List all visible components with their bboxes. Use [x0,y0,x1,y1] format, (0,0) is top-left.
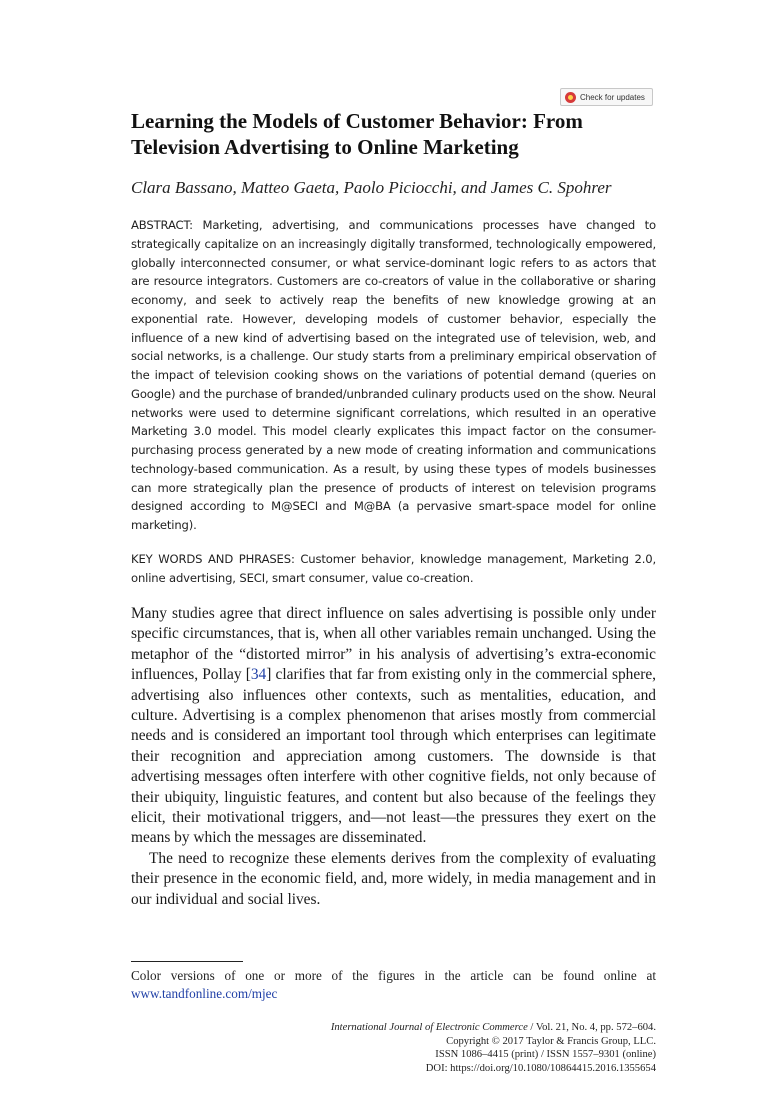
footnote-link[interactable]: www.tandfonline.com/mjec [131,986,278,1001]
check-updates-icon [565,92,576,103]
citation-link[interactable]: 34 [250,666,267,684]
journal-name: International Journal of Electronic Commerce [330,1022,528,1033]
body-paragraph-1-text-b: ] clarifies that far from existing only in the commercial sphere, advertising also influences other contexts, such as mentalities, education, and culture. Advertising is a complex phenomenon that arises mostly from commercial needs and is considered an important tool through which enterprises can legitimate their recognition and appreciation among customers. The downside is that advertising messages often interfere with other cognitive fields, not only because of their ubiquity, linguistic features, and content but also because of the feelings they elicit, their motivational triggers, and—not least—the pressures they exert on the means by which the messages are disseminated. [131,666,657,847]
body-text [131,604,656,910]
body-paragraph-2: The need to recognize these elements derives from the complexity of evaluating their presence in the economic field, and, more widely, in media management and in our individual and social lives. [131,849,656,908]
footnote-divider [131,961,243,962]
abstract: ABSTRACT: Marketing, advertising, and communications processes have changed to strategically capitalize on an increasingly digitally transformed, technologically empowered, globally interconnected consumer, or what service-dominant logic refers to as actors that are resource integrators. Customers are co-creators of value in the collaborative or sharing economy, and seek to actively reap the benefits of new knowledge growing at an exponential rate. However, developing models of customer behavior, especially the influence of a new kind of advertising based on the integrated use of television, web, and social networks, is a challenge. Our study starts from a preliminary empirical observation of the impact of television cooking shows on the variations of potential demand (queries on Google) and the purchase of branded/unbranded culinary products used on the show. Neural networks were used to determine significant correlations, which resulted in an operative Marketing 3.0 model. This model clearly explicates this impact factor on the consumer-purchasing process generated by a new mode of creating information and communications technology-based communication. As a result, by using these types of models businesses can more strategically plan the presence of products of interest on television programs designed according to M@SECI and M@BA (a pervasive smart-space model for online marketing). [131,218,656,532]
footnote-text: Color versions of one or more of the figures in the article can be found online at [131,968,656,983]
keywords: KEY WORDS AND PHRASES: Customer behavior, knowledge management, Marketing 2.0, online advertising, SECI, smart consumer, value co-creation. [131,552,656,585]
copyright-line: Copyright © 2017 Taylor & Francis Group, LLC. [446,1035,656,1047]
article-authors: Clara Bassano, Matteo Gaeta, Paolo Piciocchi, and James C. Spohrer [131,178,612,197]
footnote [131,967,656,1003]
journal-info [131,1021,656,1075]
article-title: Learning the Models of Customer Behavior: From Television Advertising to Online Marketing [131,109,583,159]
check-for-updates-label: Check for updates [580,92,645,102]
body-paragraph-1-text-a: Many studies agree that direct influence on sales advertising is possible only under specific circumstances, that is, when all other variables remain unchanged. Using the metaphor of the “distorted mirror” in his analysis of advertising’s extra-economic influences, Pollay [ [131,605,656,684]
issn-line: ISSN 1086–4415 (print) / ISSN 1557–9301 (online) [435,1049,656,1060]
journal-volume-pages: / Vol. 21, No. 4, pp. 572–604. [527,1022,656,1033]
journal-citation-line [131,1021,656,1035]
check-for-updates-badge[interactable] [560,88,653,106]
doi-line[interactable]: DOI: https://doi.org/10.1080/10864415.2016.1355654 [425,1062,656,1074]
body-paragraph-1 [131,604,656,849]
